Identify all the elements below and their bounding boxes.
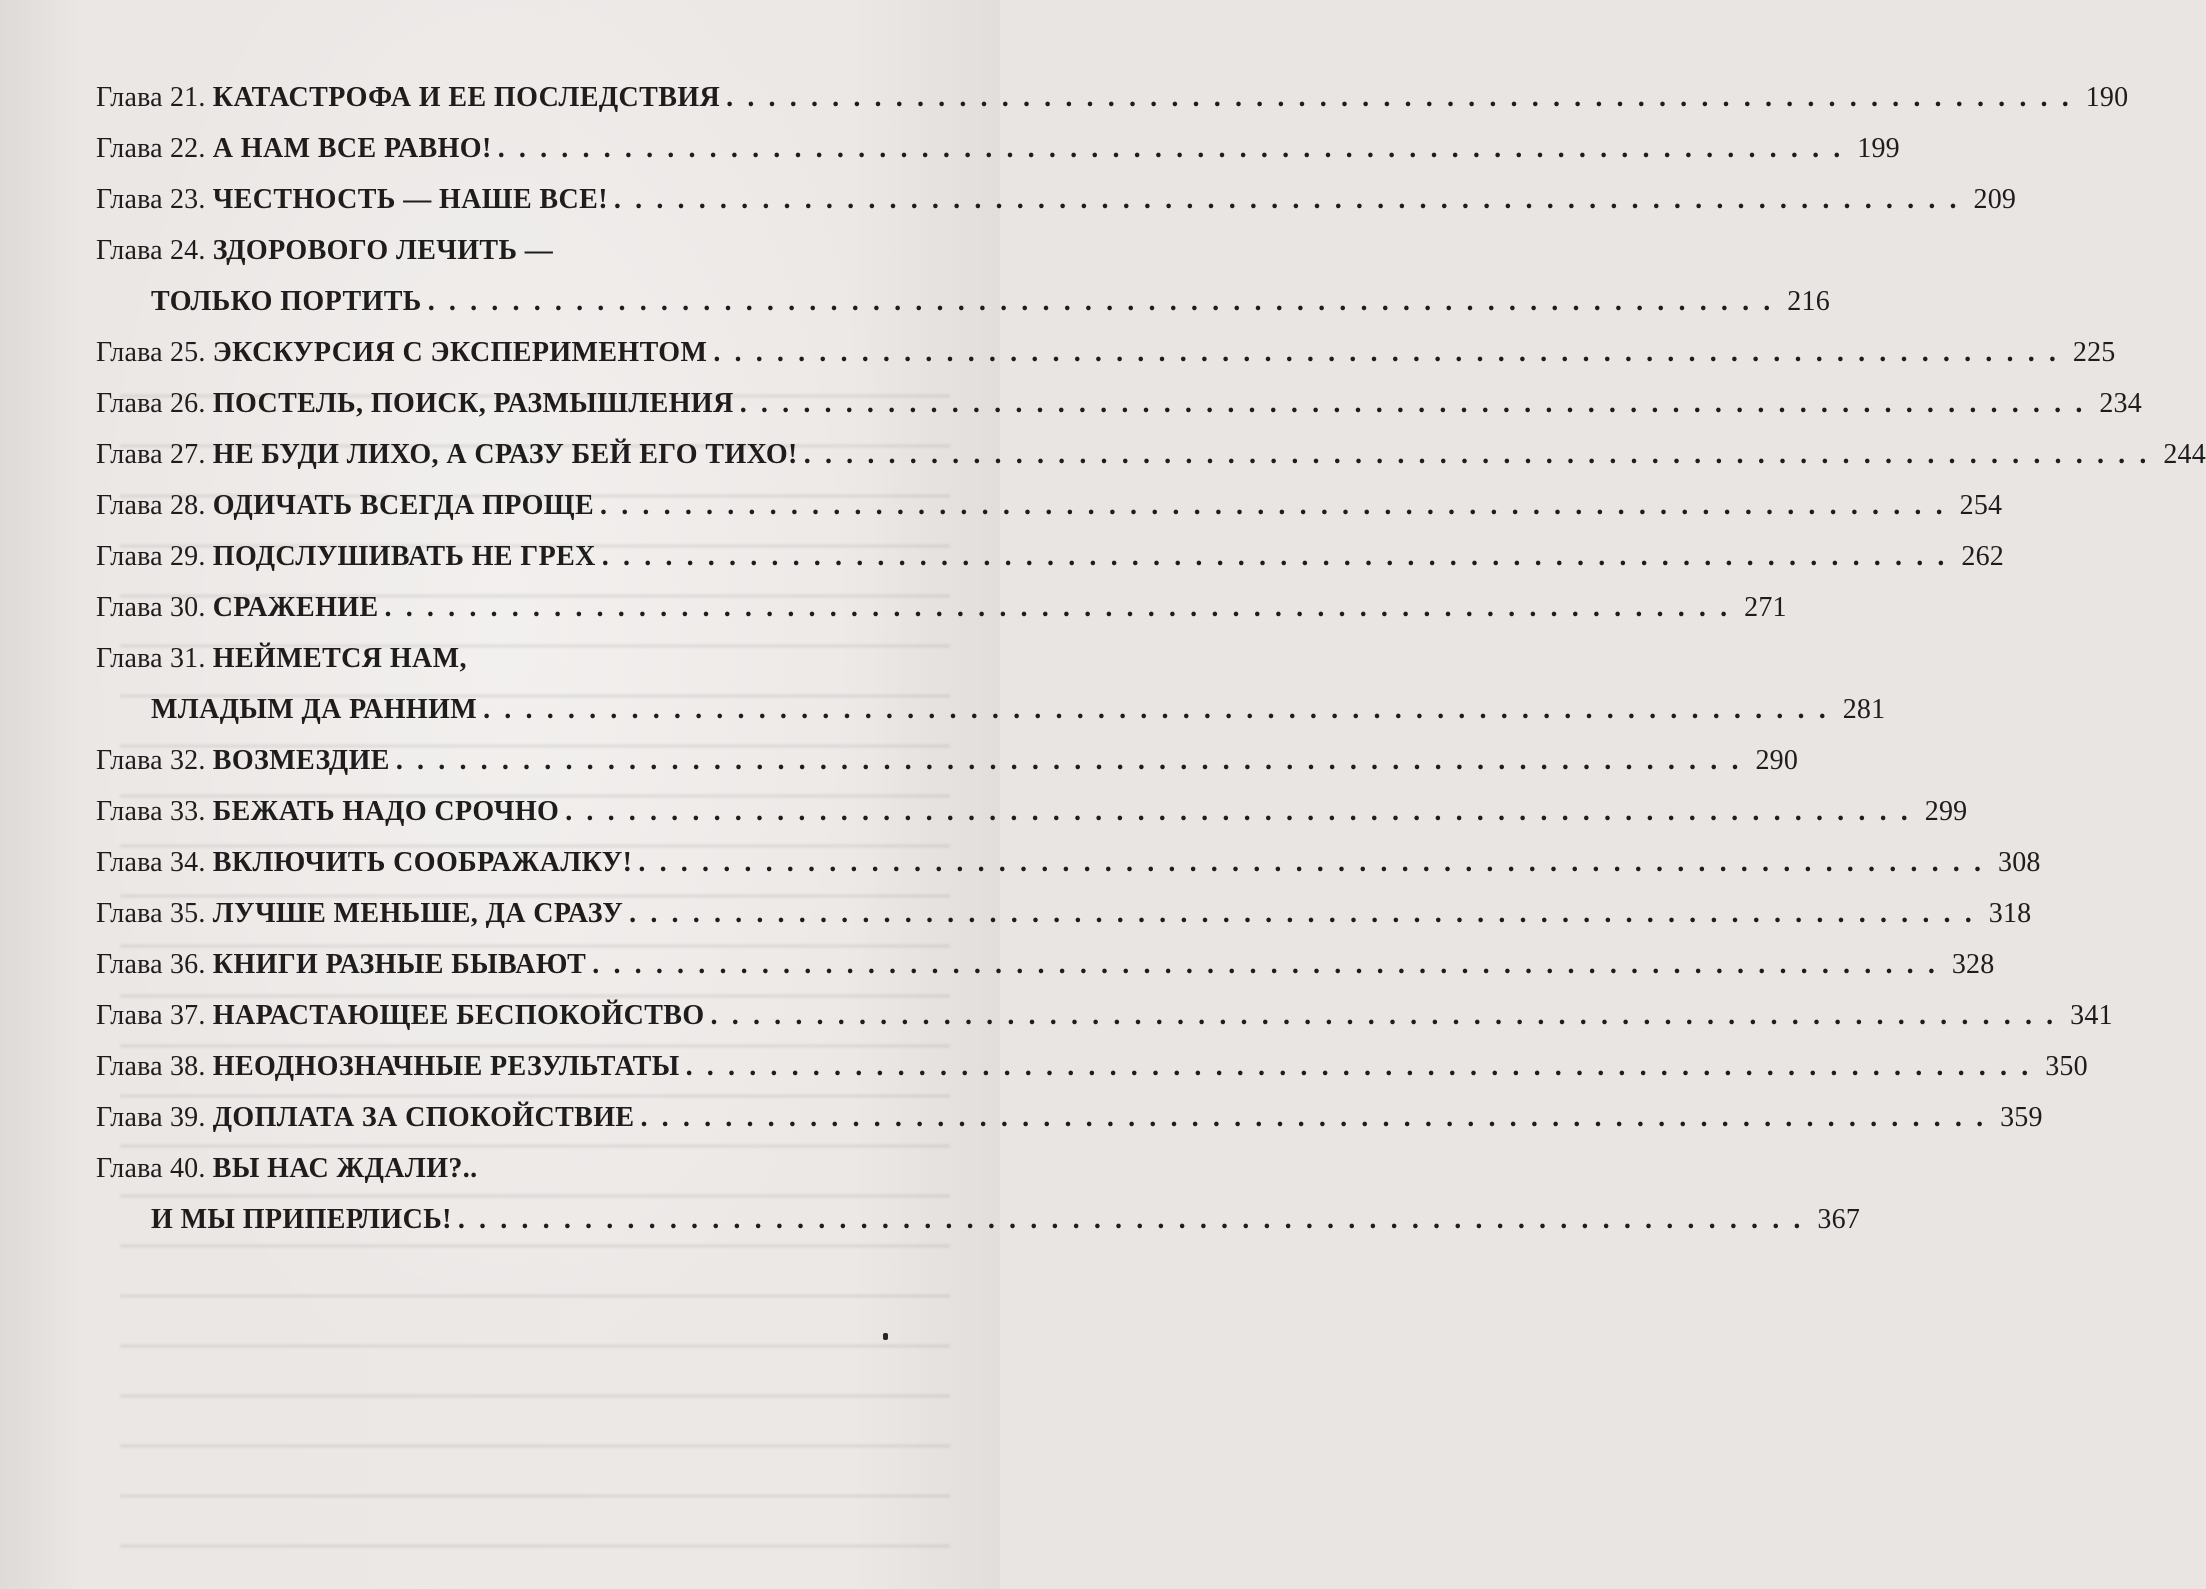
toc-entry-continuation	[96, 276, 1830, 327]
page-number: 254	[1959, 490, 2003, 521]
toc-entry	[96, 1143, 956, 1194]
page-number: 244	[2163, 439, 2206, 470]
page-number: 190	[2085, 82, 2129, 113]
chapter-title: ОДИЧАТЬ ВСЕГДА ПРОЩЕ	[212, 490, 595, 521]
chapter-label: Глава 32.	[96, 745, 206, 776]
chapter-title-continuation: МЛАДЫМ ДА РАННИМ	[151, 694, 478, 725]
page-number: 225	[2072, 337, 2116, 368]
chapter-title: БЕЖАТЬ НАДО СРОЧНО	[212, 796, 560, 827]
dot-leader: . . . . . . . . . . . . . . . . . . . . . . . . . . . . . . . . . . . . . . . . . . . . . . . . . . . . . . . . . . . . . . . .	[726, 82, 2073, 113]
chapter-title: ПОДСЛУШИВАТЬ НЕ ГРЕХ	[212, 541, 596, 572]
chapter-label: Глава 25.	[96, 337, 206, 368]
page-number: 216	[1787, 286, 1830, 317]
toc-entry	[96, 735, 1799, 786]
dot-leader: . . . . . . . . . . . . . . . . . . . . . . . . . . . . . . . . . . . . . . . . . . . . . . . . . . . . . . . . . . . . . . . .	[483, 694, 1830, 725]
toc-entry	[96, 1041, 2088, 1092]
chapter-title: СРАЖЕНИЕ	[212, 592, 379, 623]
chapter-title: ДОПЛАТА ЗА СПОКОЙСТВИЕ	[212, 1102, 635, 1133]
toc-entry	[96, 480, 2003, 531]
chapter-label: Глава 24.	[96, 235, 206, 266]
chapter-title: ВЫ НАС ЖДАЛИ?..	[212, 1153, 478, 1184]
dot-leader: . . . . . . . . . . . . . . . . . . . . . . . . . . . . . . . . . . . . . . . . . . . . . . . . . . . . . . . . . . . . . . . .	[710, 1000, 2057, 1031]
toc-entry	[96, 633, 956, 684]
chapter-label: Глава 35.	[96, 898, 206, 929]
chapter-label: Глава 22.	[96, 133, 206, 164]
chapter-title: ЧЕСТНОСТЬ — НАШЕ ВСЕ!	[212, 184, 608, 215]
chapter-title: ВОЗМЕЗДИЕ	[212, 745, 390, 776]
dot-leader: . . . . . . . . . . . . . . . . . . . . . . . . . . . . . . . . . . . . . . . . . . . . . . . . . . . . . . . . . . . . . . . .	[713, 337, 2060, 368]
dot-leader: . . . . . . . . . . . . . . . . . . . . . . . . . . . . . . . . . . . . . . . . . . . . . . . . . . . . . . . . . . . . . . . .	[384, 592, 1731, 623]
page-number: 234	[2099, 388, 2142, 419]
chapter-label: Глава 26.	[96, 388, 206, 419]
chapter-label: Глава 37.	[96, 1000, 206, 1031]
dot-leader: . . . . . . . . . . . . . . . . . . . . . . . . . . . . . . . . . . . . . . . . . . . . . . . . . . . . . . . . . . . . . . . .	[457, 1204, 1805, 1235]
chapter-label: Глава 21.	[96, 82, 206, 113]
chapter-title: НЕЙМЕТСЯ НАМ,	[212, 643, 467, 674]
dot-leader: . . . . . . . . . . . . . . . . . . . . . . . . . . . . . . . . . . . . . . . . . . . . . . . . . . . . . . . . . . . . . . . .	[739, 388, 2086, 419]
chapter-label: Глава 34.	[96, 847, 206, 878]
dot-leader: . . . . . . . . . . . . . . . . . . . . . . . . . . . . . . . . . . . . . . . . . . . . . . . . . . . . . . . . . . . . . . . .	[629, 898, 1976, 929]
print-speck	[883, 1333, 888, 1340]
dot-leader: . . . . . . . . . . . . . . . . . . . . . . . . . . . . . . . . . . . . . . . . . . . . . . . . . . . . . . . . . . . . . . . .	[601, 541, 1948, 572]
chapter-label: Глава 30.	[96, 592, 206, 623]
page-number: 359	[2000, 1102, 2043, 1133]
toc-entry	[96, 939, 1995, 990]
chapter-label: Глава 36.	[96, 949, 206, 980]
chapter-title-continuation: ТОЛЬКО ПОРТИТЬ	[151, 286, 422, 317]
dot-leader: . . . . . . . . . . . . . . . . . . . . . . . . . . . . . . . . . . . . . . . . . . . . . . . . . . . . . . . . . . . . . . . .	[565, 796, 1912, 827]
page-number: 271	[1744, 592, 1787, 623]
toc-entry	[96, 225, 956, 276]
dot-leader: . . . . . . . . . . . . . . . . . . . . . . . . . . . . . . . . . . . . . . . . . . . . . . . . . . . . . . . . . . . . . . . .	[592, 949, 1939, 980]
page-number: 341	[2070, 1000, 2113, 1031]
page-number: 308	[1998, 847, 2041, 878]
dot-leader: . . . . . . . . . . . . . . . . . . . . . . . . . . . . . . . . . . . . . . . . . . . . . . . . . . . . . . . . . . . . . . . .	[427, 286, 1774, 317]
table-of-contents	[96, 72, 2206, 1245]
page-number: 328	[1951, 949, 1995, 980]
page-number: 199	[1857, 133, 1900, 164]
chapter-label: Глава 28.	[96, 490, 206, 521]
chapter-label: Глава 29.	[96, 541, 206, 572]
chapter-title: НАРАСТАЮЩЕЕ БЕСПОКОЙСТВО	[212, 1000, 705, 1031]
chapter-label: Глава 40.	[96, 1153, 206, 1184]
toc-entry	[96, 531, 2004, 582]
toc-entry	[96, 786, 1968, 837]
toc-entry	[96, 174, 2017, 225]
chapter-label: Глава 23.	[96, 184, 206, 215]
toc-entry-continuation	[96, 1194, 1861, 1245]
toc-entry	[96, 990, 2113, 1041]
chapter-title: ПОСТЕЛЬ, ПОИСК, РАЗМЫШЛЕНИЯ	[212, 388, 734, 419]
toc-entry	[96, 72, 2129, 123]
toc-entry	[96, 582, 1787, 633]
toc-entry	[96, 378, 2142, 429]
toc-entry	[96, 327, 2116, 378]
page-number: 367	[1817, 1204, 1861, 1235]
chapter-label: Глава 39.	[96, 1102, 206, 1133]
chapter-title: КНИГИ РАЗНЫЕ БЫВАЮТ	[212, 949, 587, 980]
toc-entry	[96, 888, 2032, 939]
chapter-label: Глава 38.	[96, 1051, 206, 1082]
page-number: 299	[1924, 796, 1968, 827]
chapter-label: Глава 33.	[96, 796, 206, 827]
page-number: 290	[1755, 745, 1799, 776]
dot-leader: . . . . . . . . . . . . . . . . . . . . . . . . . . . . . . . . . . . . . . . . . . . . . . . . . . . . . . . . . . . . . . . .	[600, 490, 1947, 521]
chapter-title: ЗДОРОВОГО ЛЕЧИТЬ —	[212, 235, 554, 266]
dot-leader: . . . . . . . . . . . . . . . . . . . . . . . . . . . . . . . . . . . . . . . . . . . . . . . . . . . . . . . . . . . . . . . .	[685, 1051, 2032, 1082]
dot-leader: . . . . . . . . . . . . . . . . . . . . . . . . . . . . . . . . . . . . . . . . . . . . . . . . . . . . . . . . . . . . . . . .	[803, 439, 2150, 470]
page-number: 262	[1961, 541, 2004, 572]
chapter-title: КАТАСТРОФА И ЕЕ ПОСЛЕДСТВИЯ	[212, 82, 721, 113]
chapter-title-continuation: И МЫ ПРИПЕРЛИСЬ!	[151, 1204, 452, 1235]
dot-leader: . . . . . . . . . . . . . . . . . . . . . . . . . . . . . . . . . . . . . . . . . . . . . . . . . . . . . . . . . . . . . . . .	[638, 847, 1985, 878]
chapter-title: ВКЛЮЧИТЬ СООБРАЖАЛКУ!	[212, 847, 633, 878]
chapter-label: Глава 27.	[96, 439, 206, 470]
toc-entry	[96, 837, 2041, 888]
chapter-label: Глава 31.	[96, 643, 206, 674]
chapter-title: НЕОДНОЗНАЧНЫЕ РЕЗУЛЬТАТЫ	[212, 1051, 680, 1082]
page-number: 318	[1988, 898, 2032, 929]
dot-leader: . . . . . . . . . . . . . . . . . . . . . . . . . . . . . . . . . . . . . . . . . . . . . . . . . . . . . . . . . . . . . . . .	[640, 1102, 1987, 1133]
dot-leader: . . . . . . . . . . . . . . . . . . . . . . . . . . . . . . . . . . . . . . . . . . . . . . . . . . . . . . . . . . . . . . . .	[613, 184, 1961, 215]
page-number: 350	[2045, 1051, 2088, 1082]
chapter-title: НЕ БУДИ ЛИХО, А СРАЗУ БЕЙ ЕГО ТИХО!	[212, 439, 798, 470]
chapter-title: А НАМ ВСЕ РАВНО!	[212, 133, 492, 164]
page-number: 209	[1973, 184, 2017, 215]
toc-entry	[96, 429, 2206, 480]
page-number: 281	[1842, 694, 1886, 725]
toc-entry	[96, 123, 1900, 174]
dot-leader: . . . . . . . . . . . . . . . . . . . . . . . . . . . . . . . . . . . . . . . . . . . . . . . . . . . . . . . . . . . . . . . .	[497, 133, 1844, 164]
toc-entry-continuation	[96, 684, 1886, 735]
dot-leader: . . . . . . . . . . . . . . . . . . . . . . . . . . . . . . . . . . . . . . . . . . . . . . . . . . . . . . . . . . . . . . . .	[395, 745, 1743, 776]
toc-entry	[96, 1092, 2043, 1143]
chapter-title: ЭКСКУРСИЯ С ЭКСПЕРИМЕНТОМ	[212, 337, 708, 368]
chapter-title: ЛУЧШЕ МЕНЬШЕ, ДА СРАЗУ	[212, 898, 624, 929]
